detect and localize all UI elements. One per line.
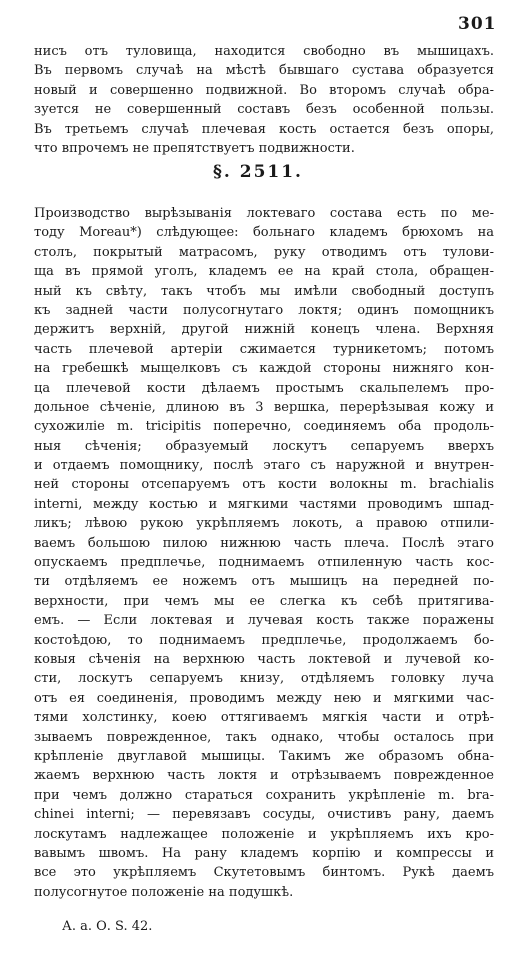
text-line: ный къ свѣту, такъ чтобъ мы имѣли свободный доступъ (34, 283, 494, 299)
text-line: опускаемъ предплечье, поднимаемъ отпиленную часть кос- (34, 555, 494, 571)
text-line: зываемъ поврежденное, такъ однако, чтобы осталось при (34, 729, 494, 745)
text-line: ти отдѣляемъ ее ножемъ отъ мышицъ на передней по- (34, 574, 494, 590)
text-line: ликъ; лѣвою рукою укрѣпляемъ локоть, а правою отпили- (34, 516, 494, 532)
text-line: что впрочемъ не препятствуетъ подвижности. (34, 140, 355, 156)
text-line: столъ, покрытый матрасомъ, руку отводимъ отъ тулови- (34, 244, 494, 260)
text-line: вавымъ швомъ. На рану кладемъ корпію и компрессы и (34, 845, 494, 861)
text-line: на гребешкѣ мыщелковъ съ каждой стороны нижняго кон- (34, 361, 494, 377)
page-number: 301 (458, 14, 497, 34)
text-line: дольное сѣченіе, длиною въ 3 вершка, перерѣзывая кожу и (34, 399, 494, 415)
text-line: interni, между костью и мягкими частями проводимъ шпад- (34, 496, 494, 512)
text-line: Производство вырѣзыванія локтеваго состава есть по ме- (34, 206, 494, 221)
text-line: сухожиліе m. tricipitis поперечно, соединяемъ оба продоль- (34, 419, 494, 435)
text-line: ца плечевой кости дѣлаемъ простымъ скальпелемъ про- (34, 380, 494, 396)
paragraph-continuation (34, 42, 494, 158)
text-line: тоду Moreau*) слѣдующее: больнаго кладемъ брюхомъ на (34, 225, 494, 241)
section-heading: §. 2511. (213, 162, 303, 182)
text-line: костоѣдою, то поднимаемъ предплечье, продолжаемъ бо- (34, 632, 494, 648)
text-line: ща въ прямой уголъ, кладемъ ее на край стола, обращен- (34, 264, 494, 280)
text-line: лоскутамъ надлежащее положеніе и укрѣпляемъ ихъ кро- (34, 826, 494, 842)
text-line: Въ третьемъ случаѣ плечевая кость остается безъ опоры, (34, 121, 494, 137)
text-line: сти, лоскутъ сепаруемъ книзу, отдѣляемъ головку луча (34, 671, 494, 687)
text-line: верхности, при чемъ мы ее слегка къ себѣ притягива- (34, 593, 494, 609)
text-line: Въ первомъ случаѣ на мѣстѣ бывшаго сустава образуется (34, 63, 494, 79)
text-line: часть плечевой артеріи сжимается турникетомъ; потомъ (34, 341, 494, 357)
paragraph-main (34, 204, 494, 902)
text-line: ныя сѣченія; образуемый лоскутъ сепаруемъ вверхъ (34, 438, 494, 454)
text-line: все это укрѣпляемъ Скутетовымъ бинтомъ. Рукѣ даемъ (34, 865, 494, 881)
text-line: держитъ верхній, другой нижній конецъ члена. Верхняя (34, 322, 494, 338)
text-line: отъ ея соединенія, проводимъ между нею и мягкими час- (34, 690, 494, 706)
text-line: емъ. — Если локтевая и лучевая кость также поражены (34, 613, 494, 629)
text-line: крѣпленіе двуглавой мышицы. Такимъ же образомъ обна- (34, 748, 494, 764)
text-line: ковыя сѣченія на верхнюю часть локтевой и лучевой ко- (34, 651, 494, 667)
text-line: chinei interni; — перевязавъ сосуды, очистивъ рану, даемъ (34, 807, 494, 823)
text-line: тями холстинку, коею оттягиваемъ мягкія части и отрѣ- (34, 710, 494, 726)
signature-line: А. а. О. S. 42. (62, 919, 153, 934)
text-line: при чемъ должно стараться сохранить укрѣпленіе m. bra- (34, 787, 494, 803)
text-line: къ задней части полусогнутаго локтя; одинъ помощникъ (34, 302, 494, 318)
text-line: и отдаемъ помощнику, послѣ этаго съ наружной и внутрен- (34, 458, 494, 474)
text-line: ней стороны отсепаруемъ отъ кости волокны m. brachialis (34, 477, 494, 493)
text-line: зуется не совершенный составъ безъ особенной пользы. (34, 102, 494, 118)
text-line: полусогнутое положеніе на подушкѣ. (34, 884, 294, 900)
text-line: жаемъ верхнюю часть локтя и отрѣзываемъ поврежденное (34, 768, 494, 784)
text-line: ваемъ большою пилою нижнюю часть плеча. Послѣ этаго (34, 535, 494, 551)
text-line: нисъ отъ туловища, находится свободно въ мышицахъ. (34, 44, 494, 59)
text-line: новый и совершенно подвижной. Во второмъ случаѣ обра- (34, 82, 494, 98)
